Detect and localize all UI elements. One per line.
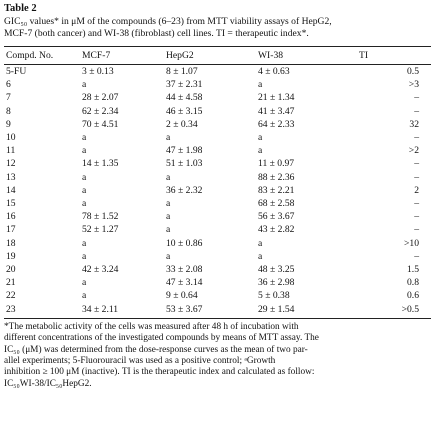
footnote-line-5: inhibition ≥ 100 μM (inactive). TI is the therapeutic index and calculated as follow:: [4, 367, 315, 378]
ti-value: >3: [408, 79, 419, 91]
ti-value: –: [414, 224, 419, 236]
cell-wi38: 41 ± 3.47: [258, 105, 295, 117]
cell-compd: 23: [6, 303, 16, 315]
cell-ti: [359, 223, 431, 236]
cell-wi38: 4 ± 0.63: [258, 66, 290, 77]
cell-ti: [359, 210, 431, 223]
table-row: [4, 144, 431, 157]
cell-hepg2: 44 ± 4.58: [166, 92, 203, 104]
cell-hepg2: 51 ± 1.03: [166, 158, 203, 170]
header-mcf7: MCF-7: [82, 47, 166, 65]
table-row: [4, 91, 431, 104]
cell-hepg2: 47 ± 3.14: [166, 277, 203, 289]
table-row: [4, 78, 431, 91]
cell-mcf7: 52 ± 1.27: [82, 224, 119, 236]
cell-ti: [359, 184, 431, 197]
table-row: [4, 131, 431, 144]
cell-compd: 5-FU: [6, 66, 27, 77]
footnote-line-4: allel experiments; 5-Fluorouracil was used as a positive control; ᵃGrowth: [4, 356, 276, 367]
cell-compd: 10: [6, 132, 16, 144]
cell-hepg2: 33 ± 2.08: [166, 264, 203, 276]
footnote-line-6: IC₅₀WI-38/IC₅₀HepG2.: [4, 378, 92, 389]
cell-wi38: 5 ± 0.38: [258, 290, 290, 302]
ti-value: >10: [403, 237, 419, 249]
ti-value: –: [414, 250, 419, 262]
cell-mcf7: 3 ± 0.13: [82, 66, 114, 77]
table-row: [4, 157, 431, 170]
table-body: [4, 65, 431, 318]
cell-mcf7: 70 ± 4.51: [82, 118, 119, 130]
ti-value: –: [414, 211, 419, 223]
cell-wi38: 88 ± 2.36: [258, 171, 295, 183]
cell-ti: [359, 91, 431, 104]
cell-ti: [359, 263, 431, 276]
cell-mcf7: 34 ± 2.11: [82, 303, 119, 315]
cell-wi38: 68 ± 2.58: [258, 198, 295, 210]
cell-ti: [359, 276, 431, 289]
ti-value: 2: [414, 184, 419, 196]
footnote-line-1: *The metabolic activity of the cells was measured after 48 h of incubation with: [4, 321, 299, 332]
ti-value: –: [414, 158, 419, 170]
cell-ti: [359, 289, 431, 302]
cell-ti: [359, 131, 431, 144]
ti-value: –: [414, 132, 419, 144]
caption-line-1: GIC₅₀ values* in μM of the compounds (6–23) from MTT viability assays of HepG2,: [4, 16, 332, 27]
ti-value: –: [414, 105, 419, 117]
cell-wi38: a: [258, 237, 263, 249]
cell-ti: [359, 144, 431, 157]
cell-wi38: 48 ± 3.25: [258, 264, 295, 276]
cell-compd: 12: [6, 158, 16, 170]
ti-value: 1.5: [407, 264, 419, 276]
table-row: [4, 289, 431, 302]
table-row: [4, 250, 431, 263]
cell-mcf7: a: [82, 79, 87, 91]
cell-compd: 8: [6, 105, 11, 117]
cell-hepg2: 10 ± 0.86: [166, 237, 203, 249]
cell-mcf7: 14 ± 1.35: [82, 158, 119, 170]
cell-compd: 14: [6, 184, 16, 196]
cell-hepg2: 8 ± 1.07: [166, 66, 198, 77]
ti-value: >0.5: [401, 303, 419, 315]
cell-wi38: 83 ± 2.21: [258, 184, 295, 196]
cell-wi38: 64 ± 2.33: [258, 118, 295, 130]
cell-hepg2: a: [166, 171, 171, 183]
table-row: [4, 276, 431, 289]
ti-value: 0.5: [407, 66, 419, 77]
cell-mcf7: a: [82, 132, 87, 144]
cell-compd: 9: [6, 118, 11, 130]
results-table: [4, 47, 431, 318]
cell-mcf7: a: [82, 290, 87, 302]
cell-mcf7: a: [82, 198, 87, 210]
cell-compd: 21: [6, 277, 16, 289]
cell-hepg2: a: [166, 198, 171, 210]
cell-hepg2: 46 ± 3.15: [166, 105, 203, 117]
table-row: [4, 223, 431, 236]
cell-compd: 16: [6, 211, 16, 223]
cell-hepg2: a: [166, 211, 171, 223]
cell-hepg2: a: [166, 132, 171, 144]
header-wi38: WI-38: [258, 47, 359, 65]
footnote-line-2: different concentrations of the investigated compounds by means of MTT assay. The: [4, 333, 319, 344]
cell-mcf7: 42 ± 3.24: [82, 264, 119, 276]
caption-line-2: MCF-7 (both cancer) and WI-38 (fibroblast) cell lines. TI = therapeutic index*.: [4, 28, 309, 39]
cell-compd: 20: [6, 264, 16, 276]
cell-ti: [359, 250, 431, 263]
ti-value: –: [414, 171, 419, 183]
cell-ti: [359, 65, 431, 79]
cell-ti: [359, 237, 431, 250]
cell-hepg2: 9 ± 0.64: [166, 290, 198, 302]
cell-hepg2: 36 ± 2.32: [166, 184, 203, 196]
ti-value: –: [414, 198, 419, 210]
cell-wi38: 43 ± 2.82: [258, 224, 295, 236]
header-compd: Compd. No.: [4, 47, 82, 65]
cell-ti: [359, 171, 431, 184]
ti-value: 0.6: [407, 290, 419, 302]
cell-compd: 6: [6, 79, 11, 91]
cell-mcf7: 28 ± 2.07: [82, 92, 119, 104]
cell-mcf7: a: [82, 171, 87, 183]
cell-ti: [359, 78, 431, 91]
bottom-rule: [4, 318, 431, 319]
cell-mcf7: 78 ± 1.52: [82, 211, 119, 223]
cell-hepg2: a: [166, 224, 171, 236]
cell-compd: 18: [6, 237, 16, 249]
cell-mcf7: a: [82, 237, 87, 249]
cell-ti: [359, 105, 431, 118]
ti-value: –: [414, 92, 419, 104]
cell-wi38: 11 ± 0.97: [258, 158, 295, 170]
table-footnote: [4, 322, 431, 390]
cell-hepg2: 47 ± 1.98: [166, 145, 203, 157]
table-label: Table 2: [4, 3, 37, 14]
header-ti: TI: [359, 47, 431, 65]
table-row: [4, 237, 431, 250]
table-row: [4, 184, 431, 197]
table-row: [4, 118, 431, 131]
cell-compd: 19: [6, 250, 16, 262]
cell-hepg2: 53 ± 3.67: [166, 303, 203, 315]
ti-value: >2: [408, 145, 419, 157]
table-row: [4, 263, 431, 276]
ti-value: 0.8: [407, 277, 419, 289]
cell-wi38: a: [258, 132, 263, 144]
cell-ti: [359, 157, 431, 170]
header-hepg2: HepG2: [166, 47, 258, 65]
cell-wi38: a: [258, 250, 263, 262]
table-row: [4, 171, 431, 184]
cell-ti: [359, 197, 431, 210]
cell-compd: 13: [6, 171, 16, 183]
table-row: [4, 303, 431, 318]
cell-mcf7: a: [82, 250, 87, 262]
header-row: [4, 47, 431, 65]
cell-ti: [359, 303, 431, 318]
table-row: [4, 210, 431, 223]
cell-hepg2: 37 ± 2.31: [166, 79, 203, 91]
table-row: [4, 197, 431, 210]
cell-mcf7: a: [82, 184, 87, 196]
cell-wi38: 36 ± 2.98: [258, 277, 295, 289]
cell-wi38: 56 ± 3.67: [258, 211, 295, 223]
table-caption: [4, 16, 431, 40]
cell-compd: 17: [6, 224, 16, 236]
cell-hepg2: a: [166, 250, 171, 262]
cell-mcf7: a: [82, 145, 87, 157]
table-row: [4, 65, 431, 79]
cell-wi38: a: [258, 145, 263, 157]
cell-hepg2: 2 ± 0.34: [166, 118, 198, 130]
cell-compd: 7: [6, 92, 11, 104]
ti-value: 32: [409, 118, 419, 130]
table-row: [4, 105, 431, 118]
cell-wi38: a: [258, 79, 263, 91]
cell-compd: 22: [6, 290, 16, 302]
cell-compd: 11: [6, 145, 16, 157]
cell-mcf7: a: [82, 277, 87, 289]
cell-wi38: 29 ± 1.54: [258, 303, 295, 315]
cell-ti: [359, 118, 431, 131]
footnote-line-3: IC₅₀ (μM) was determined from the dose-response curves as the mean of two par-: [4, 344, 308, 355]
cell-wi38: 21 ± 1.34: [258, 92, 295, 104]
cell-compd: 15: [6, 198, 16, 210]
cell-mcf7: 62 ± 2.34: [82, 105, 119, 117]
